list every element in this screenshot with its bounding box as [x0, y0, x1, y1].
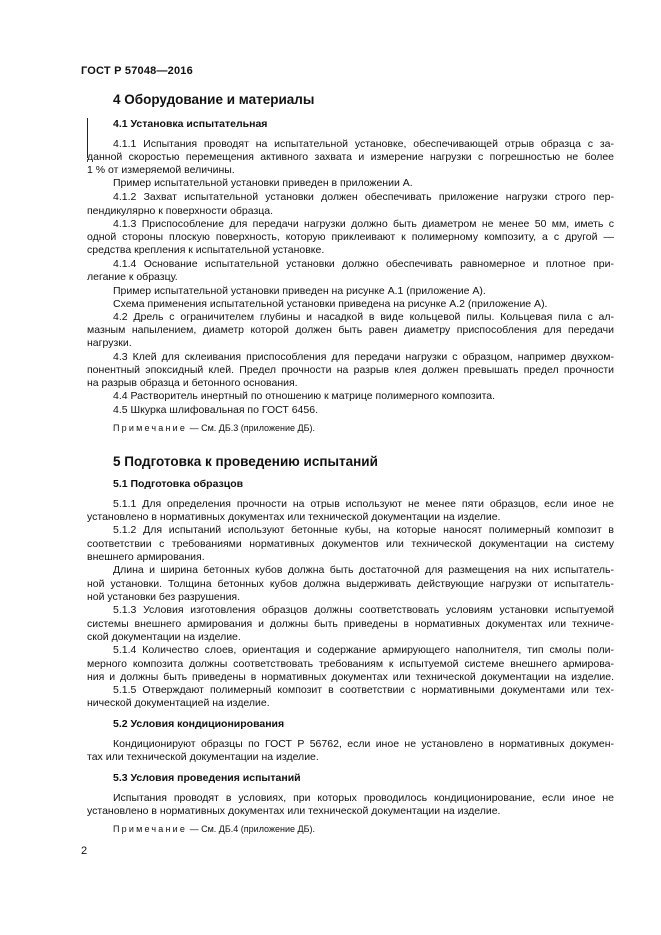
- paragraph-line: Пример испытательной установки приведен на рисунке А.1 (приложение А).: [113, 285, 486, 297]
- note-label: Примечание: [113, 824, 188, 834]
- paragraph-line: 4.1.1 Испытания проводят на испытательной установке, обеспечивающей отрыв образца с за-: [113, 138, 614, 150]
- paragraph-line: 4.3 Клей для склеивания приспособления для передачи нагрузки с образцом, например двухком-: [113, 351, 614, 363]
- paragraph-line: Пример испытательной установки приведен в приложении А.: [113, 177, 413, 189]
- paragraph-line: легание к образцу.: [87, 271, 178, 283]
- paragraph-line: системы внешнего армирования и должны быть приведены в нормативных документах или техниче-: [87, 618, 614, 630]
- paragraph-line: 1 % от измеряемой величины.: [87, 164, 235, 176]
- paragraph-line: соответствии с требованиями нормативных документов или технической документации на систему: [87, 538, 614, 550]
- section-4-title: 4 Оборудование и материалы: [113, 92, 315, 107]
- paragraph-line: ной установки без разрушения.: [87, 591, 241, 603]
- paragraph-line: 4.1.2 Захват испытательной установки должен обеспечивать приложение нагрузки строго пер-: [113, 191, 614, 203]
- subsection-5-3-title: 5.3 Условия проведения испытаний: [113, 772, 301, 784]
- paragraph-line: тах или технической документации на изделие.: [87, 751, 319, 763]
- paragraph-line: мерного композита должны соответствовать требованиям к испытуемой системе внешнего армирова-: [87, 658, 614, 670]
- paragraph-line: 4.1.4 Основание испытательной установки должно обеспечивать равномерное и плотное при-: [113, 258, 614, 270]
- paragraph-line: 5.1.5 Отверждают полимерный композит в соответствии с нормативными документами или тех-: [113, 684, 614, 696]
- paragraph-line: средства крепления к испытательной установке.: [87, 244, 325, 256]
- paragraph-line: 4.2 Дрель с ограничителем глубины и насадкой в виде кольцевой пилы. Кольцевая пила с ал-: [113, 311, 614, 323]
- note: [113, 423, 315, 433]
- note-text: — См. ДБ.3 (приложение ДБ).: [187, 423, 315, 433]
- paragraph-line: установлено в нормативных документах или технической документации на изделие.: [87, 511, 501, 523]
- paragraph-line: одной стороны плоскую поверхность, которую приклеивают к полимерному композиту, а с другой —: [87, 231, 614, 243]
- paragraph-line: нагрузки.: [87, 337, 132, 349]
- document-header: ГОСТ Р 57048—2016: [81, 65, 193, 77]
- paragraph-line: 4.1.3 Приспособление для передачи нагрузки должно быть диаметром не менее 50 мм, иметь с: [113, 218, 614, 230]
- paragraph-line: 4.4 Растворитель инертный по отношению к матрице полимерного композита.: [113, 390, 496, 402]
- paragraph-line: нической документацией на изделие.: [87, 697, 270, 709]
- paragraph-line: Испытания проводят в условиях, при которых проводилось кондиционирование, если иное не: [113, 792, 614, 804]
- paragraph-line: 5.1.1 Для определения прочности на отрыв используют не менее пяти образцов, если иное не: [113, 498, 614, 510]
- subsection-5-2-title: 5.2 Условия кондиционирования: [113, 718, 285, 730]
- paragraph-line: 5.1.2 Для испытаний используют бетонные кубы, на которые наносят полимерный композит в: [113, 524, 614, 536]
- paragraph-line: 4.5 Шкурка шлифовальная по ГОСТ 6456.: [113, 404, 318, 416]
- paragraph-line: Схема применения испытательной установки приведена на рисунке А.2 (приложение А).: [113, 298, 548, 310]
- section-5-title: 5 Подготовка к проведению испытаний: [113, 454, 378, 469]
- paragraph-line: 5.1.4 Количество слоев, ориентация и содержание армирующего наполнителя, тип смолы поли-: [113, 644, 614, 656]
- paragraph-line: ной установки. Толщина бетонных кубов должна выдерживать действующие нагрузки от испытатель-: [87, 578, 614, 590]
- paragraph-line: ской документации на изделие.: [87, 631, 241, 643]
- note-label: Примечание: [113, 423, 188, 433]
- paragraph-line: внешнего армирования.: [87, 551, 205, 563]
- paragraph-line: пендикулярно к поверхности образца.: [87, 205, 274, 217]
- page-number: 2: [81, 845, 88, 857]
- paragraph-line: понентный эпоксидный клей. Предел прочности на разрыв клея должен превышать предел прочности: [87, 364, 614, 376]
- subsection-4-1-title: 4.1 Установка испытательная: [113, 118, 268, 130]
- paragraph-line: ния и должны быть приведены в нормативных документах или технической документации на изделие.: [87, 671, 614, 683]
- paragraph-line: установлено в нормативных документах или технической документации на изделие.: [87, 805, 501, 817]
- paragraph-line: на разрыв образца и бетонного основания.: [87, 377, 298, 389]
- paragraph-line: Длина и ширина бетонных кубов должна быть достаточной для размещения на них испытатель-: [113, 564, 614, 576]
- paragraph-line: 5.1.3 Условия изготовления образцов должны соответствовать условиям установки испытуемой: [113, 604, 614, 616]
- note-text: — См. ДБ.4 (приложение ДБ).: [187, 824, 315, 834]
- paragraph-line: мазным напылением, диаметр которой должен быть равен диаметру приспособления для передачи: [87, 324, 614, 336]
- subsection-5-1-title: 5.1 Подготовка образцов: [113, 478, 244, 490]
- paragraph-line: данной скоростью перемещения активного захвата и измерение нагрузки с погрешностью не более: [87, 151, 614, 163]
- paragraph-line: Кондиционируют образцы по ГОСТ Р 56762, если иное не установлено в нормативных докумен-: [113, 738, 614, 750]
- note: [113, 824, 315, 834]
